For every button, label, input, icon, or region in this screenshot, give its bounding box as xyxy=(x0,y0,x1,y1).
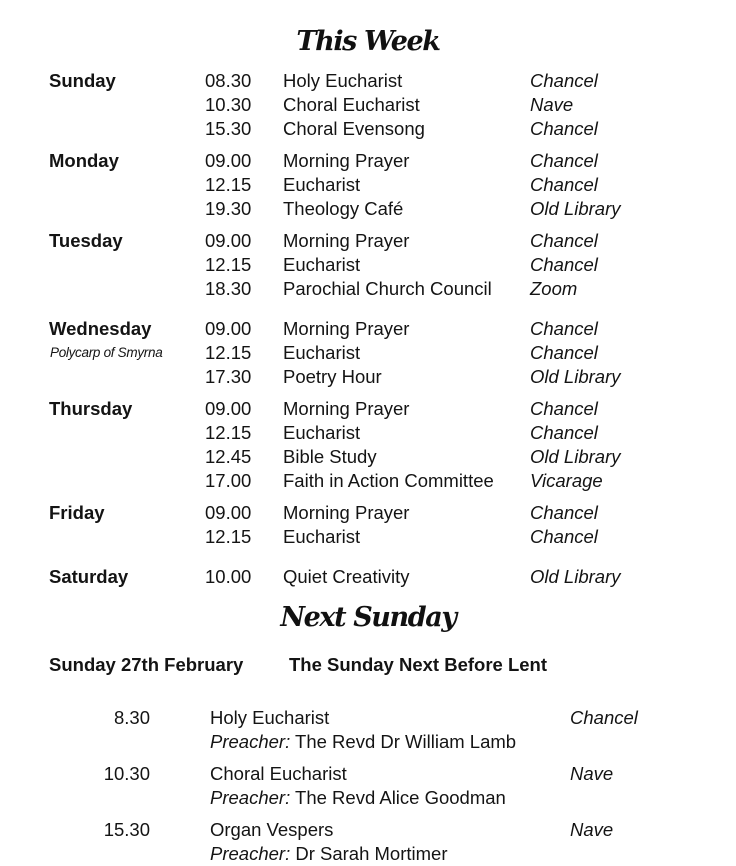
next-sunday-occasion: The Sunday Next Before Lent xyxy=(289,654,548,675)
schedule-row xyxy=(0,341,736,365)
preacher-line xyxy=(210,786,506,810)
event-name: Eucharist xyxy=(283,342,361,363)
event-name: Choral Evensong xyxy=(283,118,425,139)
event-name: Morning Prayer xyxy=(283,502,410,523)
service-name: Holy Eucharist xyxy=(210,707,330,728)
preacher-name: The Revd Alice Goodman xyxy=(295,787,506,808)
service-location: Chancel xyxy=(570,707,638,728)
day-label: Saturday xyxy=(49,566,129,587)
saint-day-label: Polycarp of Smyrna xyxy=(50,345,163,360)
location: Old Library xyxy=(530,566,621,587)
preacher-name: The Revd Dr William Lamb xyxy=(295,731,517,752)
preacher-label: Preacher: xyxy=(210,787,291,808)
event-name: Bible Study xyxy=(283,446,377,467)
location: Chancel xyxy=(530,342,598,363)
schedule-row xyxy=(0,469,736,493)
schedule-row xyxy=(0,445,736,469)
schedule-row xyxy=(0,501,736,525)
schedule-row xyxy=(0,421,736,445)
time: 09.00 xyxy=(205,398,252,419)
service-time: 15.30 xyxy=(103,819,150,840)
time: 10.30 xyxy=(205,94,252,115)
location: Chancel xyxy=(530,230,598,251)
location: Chancel xyxy=(530,318,598,339)
service-name: Choral Eucharist xyxy=(210,763,347,784)
time: 15.30 xyxy=(205,118,252,139)
schedule-row xyxy=(0,253,736,277)
time: 12.15 xyxy=(205,422,252,443)
time: 12.45 xyxy=(205,446,252,467)
schedule-row xyxy=(0,117,736,141)
location: Chancel xyxy=(530,254,598,275)
location: Chancel xyxy=(530,150,598,171)
event-name: Quiet Creativity xyxy=(283,566,410,587)
next-sunday-heading: Next Sunday xyxy=(280,602,456,633)
this-week-heading: This Week xyxy=(296,26,440,57)
time: 18.30 xyxy=(205,278,252,299)
time: 08.30 xyxy=(205,70,252,91)
service-time: 10.30 xyxy=(103,763,150,784)
event-name: Morning Prayer xyxy=(283,318,410,339)
location: Chancel xyxy=(530,70,598,91)
time: 09.00 xyxy=(205,318,252,339)
service-name: Organ Vespers xyxy=(210,819,334,840)
service-item xyxy=(0,818,736,866)
service-location: Nave xyxy=(570,763,614,784)
day-label: Wednesday xyxy=(49,318,152,339)
service-item xyxy=(0,762,736,810)
schedule-row xyxy=(0,277,736,301)
location: Chancel xyxy=(530,502,598,523)
day-label: Thursday xyxy=(49,398,133,419)
day-label: Monday xyxy=(49,150,119,171)
event-name: Eucharist xyxy=(283,526,361,547)
event-name: Parochial Church Council xyxy=(283,278,492,299)
event-name: Theology Café xyxy=(283,198,404,219)
schedule-row xyxy=(0,229,736,253)
schedule-row xyxy=(0,365,736,389)
time: 12.15 xyxy=(205,174,252,195)
day-label: Sunday xyxy=(49,70,116,91)
time: 09.00 xyxy=(205,230,252,251)
preacher-label: Preacher: xyxy=(210,843,291,864)
location: Old Library xyxy=(530,366,621,387)
preacher-line xyxy=(210,842,448,866)
time: 12.15 xyxy=(205,254,252,275)
time: 09.00 xyxy=(205,502,252,523)
time: 19.30 xyxy=(205,198,252,219)
event-name: Eucharist xyxy=(283,254,361,275)
schedule-row xyxy=(0,397,736,421)
schedule-row xyxy=(0,149,736,173)
preacher-name: Dr Sarah Mortimer xyxy=(295,843,448,864)
location: Chancel xyxy=(530,398,598,419)
time: 17.00 xyxy=(205,470,252,491)
location: Old Library xyxy=(530,198,621,219)
location: Old Library xyxy=(530,446,621,467)
location: Chancel xyxy=(530,526,598,547)
event-name: Morning Prayer xyxy=(283,398,410,419)
schedule-row xyxy=(0,197,736,221)
schedule-row xyxy=(0,69,736,93)
event-name: Eucharist xyxy=(283,174,361,195)
event-name: Poetry Hour xyxy=(283,366,382,387)
event-name: Choral Eucharist xyxy=(283,94,420,115)
schedule-row xyxy=(0,317,736,341)
location: Zoom xyxy=(530,278,578,299)
next-sunday-date: Sunday 27th February xyxy=(49,654,244,675)
event-name: Eucharist xyxy=(283,422,361,443)
schedule-row xyxy=(0,565,736,589)
time: 17.30 xyxy=(205,366,252,387)
time: 12.15 xyxy=(205,526,252,547)
preacher-line xyxy=(210,730,516,754)
event-name: Morning Prayer xyxy=(283,150,410,171)
location: Vicarage xyxy=(530,470,603,491)
location: Chancel xyxy=(530,118,598,139)
event-name: Holy Eucharist xyxy=(283,70,403,91)
event-name: Morning Prayer xyxy=(283,230,410,251)
day-label: Tuesday xyxy=(49,230,123,251)
day-label: Friday xyxy=(49,502,105,523)
service-item xyxy=(0,706,736,754)
location: Nave xyxy=(530,94,574,115)
event-name: Faith in Action Committee xyxy=(283,470,494,491)
schedule-row xyxy=(0,93,736,117)
schedule-row xyxy=(0,525,736,549)
time: 12.15 xyxy=(205,342,252,363)
location: Chancel xyxy=(530,174,598,195)
schedule-row xyxy=(0,173,736,197)
location: Chancel xyxy=(530,422,598,443)
preacher-label: Preacher: xyxy=(210,731,291,752)
service-location: Nave xyxy=(570,819,614,840)
time: 10.00 xyxy=(205,566,252,587)
service-time: 8.30 xyxy=(113,707,150,728)
time: 09.00 xyxy=(205,150,252,171)
